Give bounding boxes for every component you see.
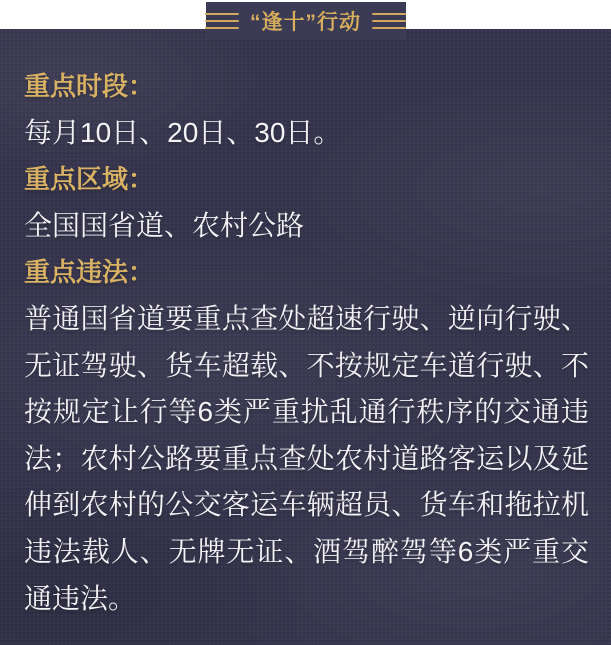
- line-bar: [205, 27, 239, 29]
- section-body: 普通国省道要重点查处超速行驶、逆向行驶、无证驾驶、货车超载、不按规定车道行驶、不按规定让行等6类严重扰乱通行秩序的交通违法；农村公路要重点查处农村道路客运以及延伸到农村的公交客运车辆超员、货车和拖拉机违法载人、无牌无证、酒驾醉驾等6类严重交通违法。: [24, 302, 589, 614]
- line-bar: [372, 20, 406, 22]
- triple-line-icon: [372, 13, 406, 29]
- section-key-times: [24, 63, 589, 156]
- content-panel: [0, 29, 611, 645]
- section-body: 全国国省道、农村公路: [24, 209, 305, 241]
- triple-line-icon: [205, 13, 239, 29]
- section-key-violations: [24, 249, 589, 622]
- section-heading: 重点区域：: [24, 164, 155, 195]
- line-bar: [372, 13, 406, 15]
- section-heading: 重点违法：: [24, 257, 155, 288]
- line-bar: [205, 13, 239, 15]
- badge-title: “逢十”行动: [250, 11, 361, 34]
- section-body: 每月10日、20日、30日。: [24, 116, 342, 148]
- section-key-areas: [24, 156, 589, 249]
- line-bar: [205, 20, 239, 22]
- title-badge: [206, 2, 406, 40]
- line-bar: [372, 27, 406, 29]
- content-area: [0, 29, 611, 622]
- section-heading: 重点时段：: [24, 71, 155, 101]
